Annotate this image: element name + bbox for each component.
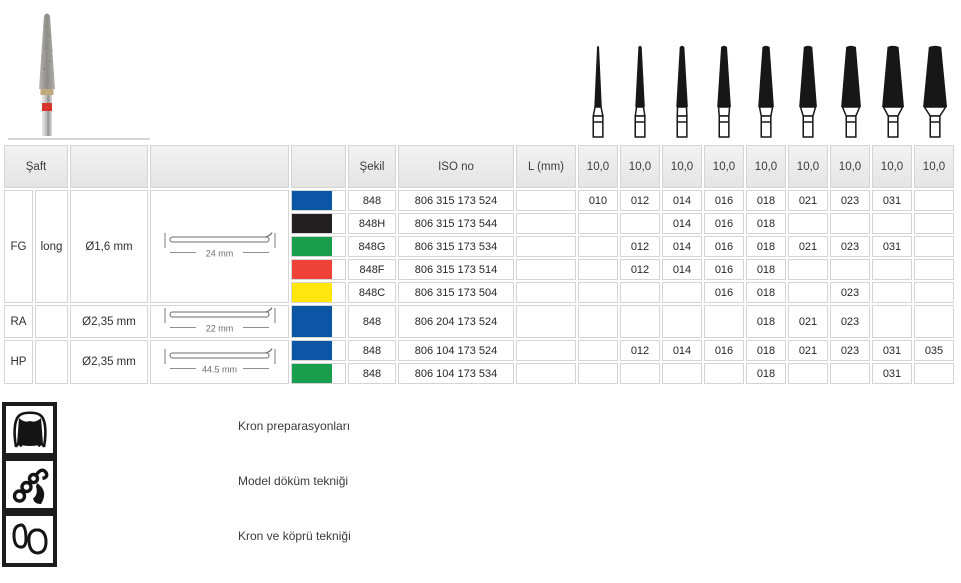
size-cell: 014 [662, 340, 702, 361]
bur-shape-silhouette [872, 44, 914, 140]
iso-cell: 806 315 173 514 [398, 259, 514, 280]
variant-cell: long [35, 190, 68, 303]
size-cell [578, 363, 618, 384]
size-cell [914, 213, 954, 234]
iso-cell: 806 104 173 524 [398, 340, 514, 361]
header-size-col: 10,0 [746, 145, 786, 188]
grit-color-swatch-green [291, 363, 346, 384]
size-cell [914, 305, 954, 338]
l-cell [516, 363, 576, 384]
size-cell [872, 213, 912, 234]
bur-shape-silhouette [661, 44, 703, 140]
sekil-cell: 848 [348, 340, 396, 361]
size-cell [830, 213, 870, 234]
size-cell [914, 259, 954, 280]
size-cell: 023 [830, 236, 870, 257]
catalog-row [4, 340, 954, 361]
header-empty [291, 145, 346, 188]
header-l-mm: L (mm) [516, 145, 576, 188]
shaft-cell: FG [4, 190, 33, 303]
size-cell: 014 [662, 236, 702, 257]
l-cell [516, 213, 576, 234]
model-casting-icon [2, 457, 57, 512]
size-cell [578, 213, 618, 234]
grit-color-swatch-green [291, 236, 346, 257]
size-cell [788, 213, 828, 234]
diameter-cell: Ø1,6 mm [70, 190, 148, 303]
size-cell: 021 [788, 236, 828, 257]
size-cell [578, 282, 618, 303]
size-cell [620, 305, 660, 338]
size-cell [872, 282, 912, 303]
size-cell: 021 [788, 340, 828, 361]
header-size-col: 10,0 [914, 145, 954, 188]
size-cell [788, 282, 828, 303]
svg-text:24 mm: 24 mm [205, 248, 233, 259]
bur-shape-silhouette [745, 44, 787, 140]
sekil-cell: 848 [348, 305, 396, 338]
header-size-col: 10,0 [620, 145, 660, 188]
size-cell: 018 [746, 259, 786, 280]
iso-cell: 806 104 173 534 [398, 363, 514, 384]
grit-color-swatch-red [291, 259, 346, 280]
size-cell: 016 [704, 213, 744, 234]
size-cell: 016 [704, 236, 744, 257]
catalog-row [4, 190, 954, 211]
size-cell: 023 [830, 190, 870, 211]
header-size-col: 10,0 [662, 145, 702, 188]
size-cell [914, 190, 954, 211]
size-cell [914, 236, 954, 257]
l-cell [516, 259, 576, 280]
size-cell: 018 [746, 190, 786, 211]
grit-color-swatch-blue [291, 190, 346, 211]
sekil-cell: 848G [348, 236, 396, 257]
header-size-col: 10,0 [578, 145, 618, 188]
bur-silhouette-row [577, 44, 956, 140]
size-cell [578, 305, 618, 338]
size-cell [620, 213, 660, 234]
diameter-cell: Ø2,35 mm [70, 340, 148, 384]
sekil-cell: 848C [348, 282, 396, 303]
size-cell [914, 282, 954, 303]
header-size-col: 10,0 [704, 145, 744, 188]
bur-shape-silhouette [619, 44, 661, 140]
header-saft: Şaft [4, 145, 68, 188]
variant-cell [35, 305, 68, 338]
size-cell: 018 [746, 213, 786, 234]
grit-ring-red [42, 103, 52, 111]
iso-cell: 806 315 173 504 [398, 282, 514, 303]
diameter-cell: Ø2,35 mm [70, 305, 148, 338]
header-size-col: 10,0 [872, 145, 912, 188]
size-cell: 035 [914, 340, 954, 361]
size-cell [830, 259, 870, 280]
size-cell [704, 305, 744, 338]
bur-shape-silhouette [830, 44, 872, 140]
variant-cell [35, 340, 68, 384]
size-cell: 016 [704, 282, 744, 303]
drawing-cell [150, 305, 289, 338]
application-label: Kron preparasyonları [238, 419, 351, 433]
size-cell [620, 282, 660, 303]
header-empty [150, 145, 289, 188]
svg-text:22 mm: 22 mm [205, 323, 233, 334]
size-cell [872, 259, 912, 280]
header-empty [70, 145, 148, 188]
size-cell [578, 340, 618, 361]
size-cell: 014 [662, 213, 702, 234]
grit-color-swatch-black [291, 213, 346, 234]
header-sekil: Şekil [348, 145, 396, 188]
l-cell [516, 282, 576, 303]
table-header-row [4, 145, 954, 188]
sekil-cell: 848F [348, 259, 396, 280]
size-cell: 023 [830, 305, 870, 338]
grit-color-swatch-blue [291, 305, 346, 338]
header-size-col: 10,0 [830, 145, 870, 188]
header-iso: ISO no [398, 145, 514, 188]
application-item [2, 512, 57, 567]
sekil-cell: 848 [348, 190, 396, 211]
grit-color-swatch-blue [291, 340, 346, 361]
catalog-row [4, 305, 954, 338]
size-cell: 018 [746, 340, 786, 361]
iso-cell: 806 204 173 524 [398, 305, 514, 338]
drawing-cell [150, 340, 289, 384]
shank-length-diagram [158, 306, 282, 334]
header-size-col: 10,0 [788, 145, 828, 188]
application-label: Kron ve köprü tekniği [238, 529, 351, 543]
size-cell [620, 363, 660, 384]
size-cell: 014 [662, 259, 702, 280]
size-cell [788, 363, 828, 384]
size-cell: 012 [620, 236, 660, 257]
size-cell: 016 [704, 190, 744, 211]
shank-length-diagram [158, 231, 282, 259]
size-cell [662, 305, 702, 338]
crown-bridge-icon [2, 512, 57, 567]
size-cell [662, 363, 702, 384]
sekil-cell: 848 [348, 363, 396, 384]
size-cell: 018 [746, 282, 786, 303]
grit-color-swatch-yellow [291, 282, 346, 303]
l-cell [516, 190, 576, 211]
size-cell: 018 [746, 236, 786, 257]
shaft-cell: HP [4, 340, 33, 384]
product-photo [8, 6, 150, 140]
drawing-cell [150, 190, 289, 303]
size-cell: 018 [746, 305, 786, 338]
bur-shape-silhouette [577, 44, 619, 140]
bur-shape-silhouette [787, 44, 829, 140]
size-cell: 010 [578, 190, 618, 211]
size-cell: 012 [620, 340, 660, 361]
shank-length-diagram [158, 347, 282, 375]
bur-specification-table [2, 143, 956, 386]
size-cell: 012 [620, 259, 660, 280]
size-cell: 031 [872, 190, 912, 211]
size-cell: 031 [872, 363, 912, 384]
size-cell [578, 259, 618, 280]
size-cell: 014 [662, 190, 702, 211]
application-label: Model döküm tekniği [238, 474, 349, 488]
size-cell: 023 [830, 282, 870, 303]
size-cell: 016 [704, 259, 744, 280]
size-cell [704, 363, 744, 384]
size-cell: 012 [620, 190, 660, 211]
size-cell: 031 [872, 236, 912, 257]
size-cell: 021 [788, 190, 828, 211]
size-cell [662, 282, 702, 303]
iso-cell: 806 315 173 534 [398, 236, 514, 257]
size-cell [914, 363, 954, 384]
shaft-cell: RA [4, 305, 33, 338]
application-item [2, 402, 57, 457]
svg-text:44.5 mm: 44.5 mm [201, 364, 237, 374]
size-cell: 021 [788, 305, 828, 338]
size-cell: 031 [872, 340, 912, 361]
size-cell [830, 363, 870, 384]
size-cell [578, 236, 618, 257]
size-cell [788, 259, 828, 280]
l-cell [516, 236, 576, 257]
bur-shape-silhouette [703, 44, 745, 140]
size-cell [872, 305, 912, 338]
l-cell [516, 340, 576, 361]
diamond-bur-photo [8, 6, 150, 136]
bur-shape-silhouette [914, 44, 956, 140]
sekil-cell: 848H [348, 213, 396, 234]
size-cell: 018 [746, 363, 786, 384]
iso-cell: 806 315 173 524 [398, 190, 514, 211]
application-item [2, 457, 57, 512]
size-cell: 023 [830, 340, 870, 361]
iso-cell: 806 315 173 544 [398, 213, 514, 234]
l-cell [516, 305, 576, 338]
size-cell: 016 [704, 340, 744, 361]
crown-preparation-icon [2, 402, 57, 457]
